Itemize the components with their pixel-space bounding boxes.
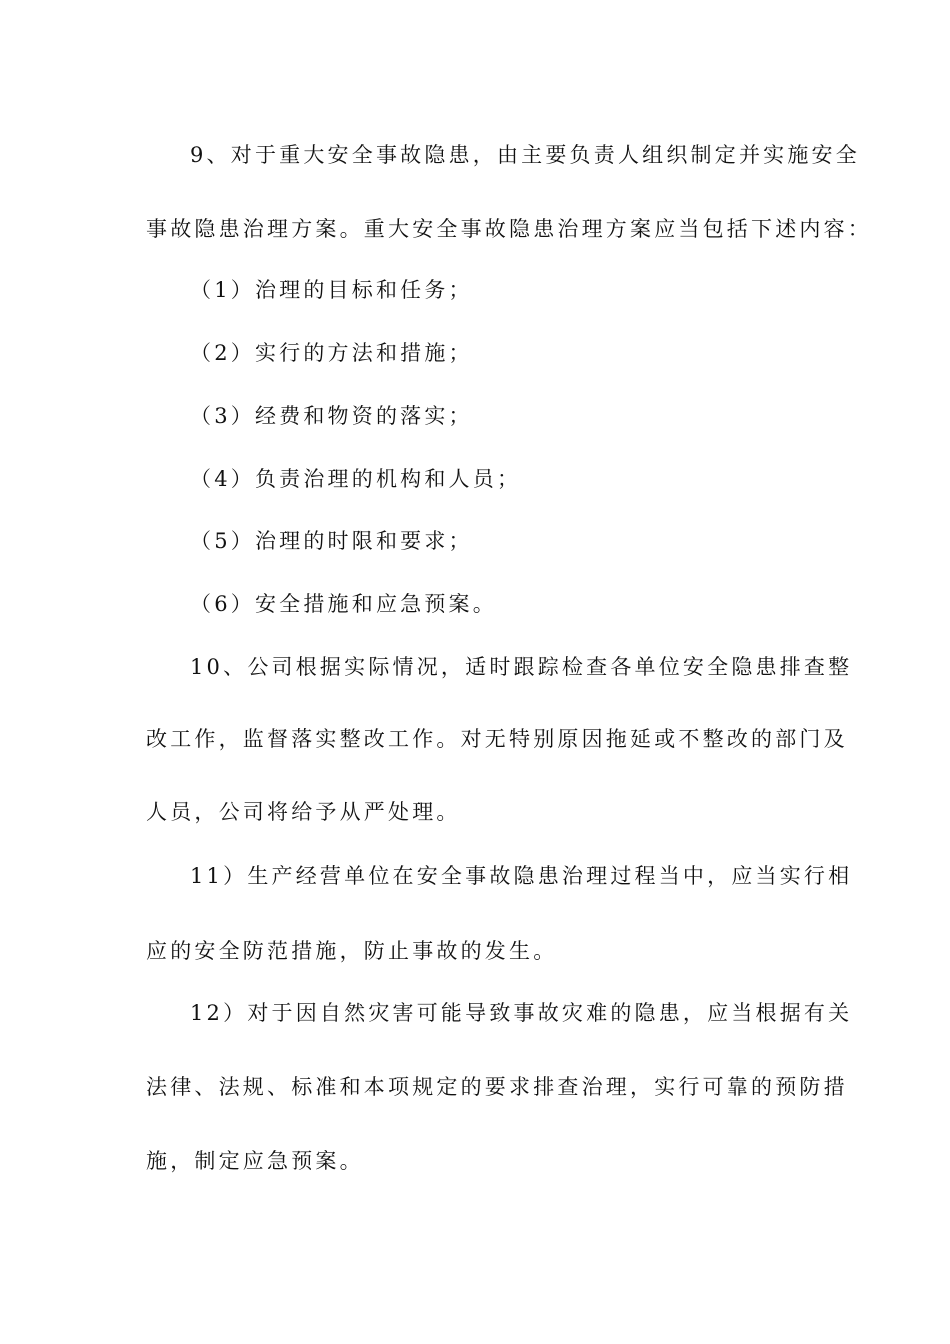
list-item-1: （1）治理的目标和任务； (190, 278, 473, 302)
paragraph-12-line-2: 法律、法规、标准和本项规定的要求排查治理，实行可靠的预防措 (146, 1075, 848, 1099)
paragraph-9-line-1: 9、对于重大安全事故隐患，由主要负责人组织制定并实施安全 (190, 143, 860, 167)
paragraph-10-line-3: 人员，公司将给予从严处理。 (146, 800, 461, 824)
paragraph-9-line-2: 事故隐患治理方案。重大安全事故隐患治理方案应当包括下述内容： (146, 217, 872, 241)
list-item-3: （3）经费和物资的落实； (190, 404, 473, 428)
list-item-6: （6）安全措施和应急预案。 (190, 592, 497, 616)
paragraph-10-line-1: 10、公司根据实际情况，适时跟踪检查各单位安全隐患排查整 (190, 655, 853, 679)
paragraph-12-line-3: 施，制定应急预案。 (146, 1149, 364, 1173)
list-item-2: （2）实行的方法和措施； (190, 341, 473, 365)
paragraph-11-line-1: 11）生产经营单位在安全事故隐患治理过程当中，应当实行相 (190, 864, 853, 888)
paragraph-10-line-2: 改工作，监督落实整改工作。对无特别原因拖延或不整改的部门及 (146, 727, 848, 751)
paragraph-11-line-2: 应的安全防范措施，防止事故的发生。 (146, 939, 558, 963)
list-item-4: （4）负责治理的机构和人员； (190, 467, 522, 491)
list-item-5: （5）治理的时限和要求； (190, 529, 473, 553)
paragraph-12-line-1: 12）对于因自然灾害可能导致事故灾难的隐患，应当根据有关 (190, 1001, 853, 1025)
